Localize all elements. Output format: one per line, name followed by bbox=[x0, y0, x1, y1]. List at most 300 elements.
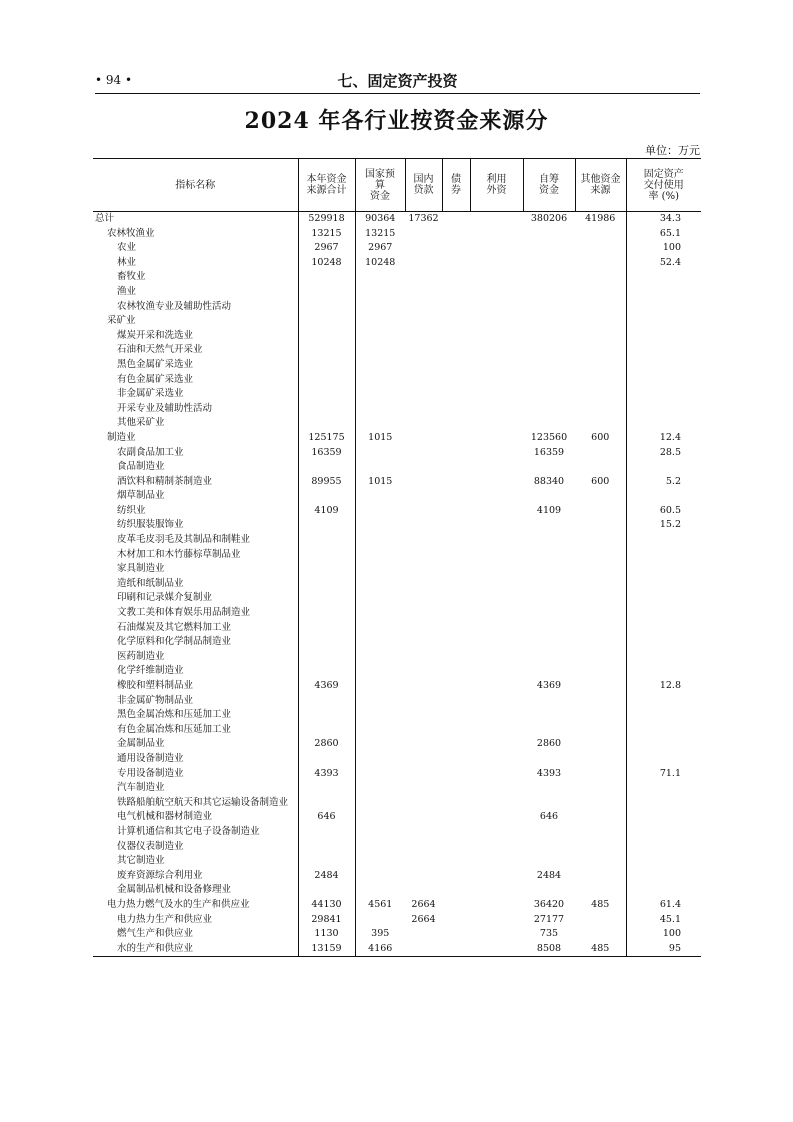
value-cell bbox=[470, 241, 523, 256]
value-cell bbox=[442, 300, 470, 315]
value-cell bbox=[575, 446, 626, 461]
value-cell bbox=[298, 300, 355, 315]
value-cell bbox=[298, 825, 355, 840]
value-cell bbox=[523, 241, 575, 256]
table-row bbox=[93, 708, 701, 723]
table-row bbox=[93, 650, 701, 665]
value-cell bbox=[298, 314, 355, 329]
value-cell bbox=[298, 708, 355, 723]
value-cell bbox=[470, 460, 523, 475]
value-cell bbox=[442, 650, 470, 665]
value-cell bbox=[442, 591, 470, 606]
indicator-name-cell: 烟草制品业 bbox=[117, 490, 165, 502]
value-cell bbox=[470, 810, 523, 825]
value-cell bbox=[405, 621, 442, 636]
indicator-name-cell: 非金属矿物制品业 bbox=[117, 694, 194, 706]
table-row bbox=[93, 373, 701, 388]
value-cell bbox=[523, 314, 575, 329]
value-cell bbox=[470, 781, 523, 796]
value-cell bbox=[405, 840, 442, 855]
header-rule bbox=[95, 93, 700, 94]
value-cell bbox=[470, 402, 523, 417]
col-header-text: 指标名称 bbox=[175, 179, 216, 191]
indicator-name-cell: 纺织服装服饰业 bbox=[117, 519, 184, 531]
value-cell bbox=[442, 504, 470, 519]
value-cell: 2484 bbox=[298, 869, 355, 884]
value-cell bbox=[442, 241, 470, 256]
value-cell bbox=[442, 913, 470, 928]
value-cell bbox=[523, 752, 575, 767]
table-row bbox=[93, 767, 701, 782]
delivery-rate-cell bbox=[626, 343, 701, 358]
col-header-foreign-investment bbox=[470, 159, 523, 212]
value-cell bbox=[470, 840, 523, 855]
value-cell bbox=[575, 796, 626, 811]
value-cell bbox=[575, 767, 626, 782]
value-cell bbox=[442, 781, 470, 796]
table-row bbox=[93, 475, 701, 490]
indicator-name-cell: 铁路船舶航空航天和其它运输设备制造业 bbox=[117, 796, 289, 808]
value-cell bbox=[442, 285, 470, 300]
indicator-name-cell: 石油和天然气开采业 bbox=[117, 344, 203, 356]
delivery-rate-cell: 34.3 bbox=[626, 212, 701, 227]
table-row bbox=[93, 270, 701, 285]
value-cell bbox=[405, 694, 442, 709]
table-row bbox=[93, 212, 701, 227]
value-cell bbox=[470, 927, 523, 942]
value-cell bbox=[405, 664, 442, 679]
value-cell bbox=[442, 416, 470, 431]
value-cell bbox=[575, 227, 626, 242]
value-cell bbox=[523, 796, 575, 811]
table-row bbox=[93, 416, 701, 431]
value-cell bbox=[405, 606, 442, 621]
value-cell bbox=[575, 650, 626, 665]
value-cell: 600 bbox=[591, 475, 610, 487]
delivery-rate-cell bbox=[626, 314, 701, 329]
value-cell bbox=[405, 256, 442, 271]
indicator-name-cell: 造纸和纸制品业 bbox=[117, 577, 184, 589]
value-cell bbox=[355, 913, 405, 928]
value-cell bbox=[442, 314, 470, 329]
value-cell bbox=[442, 621, 470, 636]
delivery-rate-cell bbox=[626, 591, 701, 606]
delivery-rate-cell bbox=[626, 577, 701, 592]
value-cell bbox=[405, 927, 442, 942]
table-row bbox=[93, 898, 701, 913]
delivery-rate-cell bbox=[626, 387, 701, 402]
delivery-rate-cell bbox=[626, 416, 701, 431]
value-cell bbox=[575, 913, 626, 928]
value-cell bbox=[405, 942, 442, 957]
table-row bbox=[93, 606, 701, 621]
value-cell bbox=[523, 591, 575, 606]
value-cell bbox=[298, 577, 355, 592]
value-cell: 8508 bbox=[523, 942, 575, 957]
delivery-rate-cell bbox=[626, 796, 701, 811]
value-cell bbox=[523, 664, 575, 679]
indicator-name-cell: 化学原料和化学制品制造业 bbox=[117, 636, 232, 648]
indicator-name-cell: 废弃资源综合利用业 bbox=[117, 869, 203, 881]
delivery-rate-cell: 100 bbox=[626, 241, 701, 256]
indicator-name-cell: 有色金属矿采选业 bbox=[117, 373, 194, 385]
value-cell: 13215 bbox=[355, 227, 405, 242]
value-cell bbox=[575, 737, 626, 752]
value-cell: 735 bbox=[539, 928, 559, 940]
value-cell bbox=[575, 329, 626, 344]
indicator-name-cell: 农业 bbox=[117, 242, 137, 254]
value-cell bbox=[355, 621, 405, 636]
delivery-rate-cell bbox=[626, 737, 701, 752]
delivery-rate-cell: 71.1 bbox=[626, 767, 701, 782]
table-row bbox=[93, 737, 701, 752]
delivery-rate-cell: 95 bbox=[626, 942, 701, 957]
indicator-name-cell: 其他采矿业 bbox=[117, 417, 165, 429]
col-header-text: 国家预 算 资金 bbox=[365, 168, 395, 202]
value-cell bbox=[298, 285, 355, 300]
delivery-rate-cell: 12.4 bbox=[626, 431, 701, 446]
value-cell bbox=[575, 883, 626, 898]
value-cell bbox=[298, 635, 355, 650]
value-cell bbox=[298, 796, 355, 811]
value-cell bbox=[355, 562, 405, 577]
delivery-rate-cell bbox=[626, 781, 701, 796]
value-cell bbox=[405, 358, 442, 373]
delivery-rate-cell bbox=[626, 752, 701, 767]
value-cell bbox=[442, 898, 470, 913]
value-cell bbox=[575, 708, 626, 723]
table-row bbox=[93, 752, 701, 767]
value-cell bbox=[355, 810, 405, 825]
col-header-delivery-rate bbox=[626, 159, 701, 212]
value-cell bbox=[575, 635, 626, 650]
value-cell bbox=[575, 927, 626, 942]
value-cell: 2484 bbox=[536, 869, 562, 881]
value-cell: 2860 bbox=[536, 738, 562, 750]
value-cell bbox=[575, 548, 626, 563]
table-row bbox=[93, 781, 701, 796]
value-cell bbox=[355, 737, 405, 752]
value-cell bbox=[405, 314, 442, 329]
value-cell bbox=[405, 796, 442, 811]
value-cell bbox=[470, 314, 523, 329]
value-cell bbox=[470, 343, 523, 358]
value-cell bbox=[405, 416, 442, 431]
indicator-name-cell: 通用设备制造业 bbox=[117, 752, 184, 764]
value-cell bbox=[470, 854, 523, 869]
value-cell bbox=[523, 416, 575, 431]
indicator-name-cell: 石油煤炭及其它燃料加工业 bbox=[117, 621, 232, 633]
table-row bbox=[93, 664, 701, 679]
value-cell bbox=[442, 708, 470, 723]
table-row bbox=[93, 591, 701, 606]
value-cell bbox=[355, 664, 405, 679]
value-cell bbox=[298, 548, 355, 563]
delivery-rate-cell bbox=[626, 329, 701, 344]
value-cell: 13215 bbox=[298, 227, 355, 242]
col-header-text: 自筹 资金 bbox=[539, 174, 559, 196]
value-cell bbox=[470, 869, 523, 884]
indicator-name-cell: 仪器仪表制造业 bbox=[117, 840, 184, 852]
value-cell bbox=[470, 504, 523, 519]
value-cell bbox=[355, 402, 405, 417]
delivery-rate-cell bbox=[626, 854, 701, 869]
value-cell bbox=[470, 285, 523, 300]
value-cell: 485 bbox=[591, 898, 610, 910]
value-cell bbox=[405, 825, 442, 840]
value-cell bbox=[405, 635, 442, 650]
value-cell bbox=[355, 883, 405, 898]
indicator-name-cell: 总计 bbox=[95, 213, 115, 224]
value-cell bbox=[405, 562, 442, 577]
delivery-rate-cell bbox=[626, 606, 701, 621]
delivery-rate-cell: 12.8 bbox=[626, 679, 701, 694]
table-row bbox=[93, 635, 701, 650]
table-row bbox=[93, 854, 701, 869]
col-header-domestic-loans bbox=[405, 159, 442, 212]
table-row bbox=[93, 694, 701, 709]
value-cell bbox=[298, 883, 355, 898]
value-cell bbox=[575, 387, 626, 402]
value-cell bbox=[298, 518, 355, 533]
value-cell bbox=[442, 883, 470, 898]
indicator-name-cell: 文教工美和体育娱乐用品制造业 bbox=[117, 607, 251, 619]
value-cell bbox=[523, 489, 575, 504]
value-cell bbox=[355, 270, 405, 285]
delivery-rate-cell bbox=[626, 650, 701, 665]
value-cell bbox=[405, 227, 442, 242]
table-row bbox=[93, 825, 701, 840]
table-row bbox=[93, 927, 701, 942]
value-cell bbox=[355, 548, 405, 563]
value-cell bbox=[575, 402, 626, 417]
value-cell bbox=[470, 416, 523, 431]
value-cell bbox=[298, 402, 355, 417]
indicator-name-cell: 农林牧渔业 bbox=[107, 227, 155, 239]
value-cell: 4109 bbox=[536, 504, 562, 516]
value-cell bbox=[470, 883, 523, 898]
value-cell bbox=[575, 810, 626, 825]
value-cell bbox=[523, 840, 575, 855]
indicator-name-cell: 林业 bbox=[117, 256, 137, 268]
value-cell bbox=[405, 241, 442, 256]
value-cell bbox=[355, 533, 405, 548]
table-row bbox=[93, 504, 701, 519]
value-cell: 4393 bbox=[298, 767, 355, 782]
value-cell: 41986 bbox=[585, 213, 616, 224]
delivery-rate-cell: 45.1 bbox=[626, 913, 701, 928]
delivery-rate-cell: 61.4 bbox=[626, 898, 701, 913]
indicator-name-cell: 制造业 bbox=[107, 431, 136, 443]
value-cell bbox=[355, 446, 405, 461]
value-cell bbox=[405, 402, 442, 417]
value-cell: 485 bbox=[575, 942, 626, 957]
value-cell: 1015 bbox=[355, 475, 405, 490]
indicator-name-cell: 采矿业 bbox=[107, 315, 136, 327]
table-row bbox=[93, 942, 701, 957]
delivery-rate-cell bbox=[626, 533, 701, 548]
value-cell: 2967 bbox=[298, 241, 355, 256]
delivery-rate-cell bbox=[626, 694, 701, 709]
value-cell: 88340 bbox=[533, 475, 565, 487]
value-cell bbox=[442, 518, 470, 533]
value-cell bbox=[575, 285, 626, 300]
table-row bbox=[93, 796, 701, 811]
col-header-self-raised bbox=[523, 159, 575, 212]
value-cell bbox=[575, 825, 626, 840]
data-table bbox=[93, 158, 701, 957]
table-row bbox=[93, 869, 701, 884]
table-header-row bbox=[93, 159, 701, 212]
value-cell bbox=[405, 781, 442, 796]
value-cell bbox=[470, 591, 523, 606]
value-cell bbox=[298, 270, 355, 285]
value-cell bbox=[523, 300, 575, 315]
table-row bbox=[93, 679, 701, 694]
value-cell bbox=[298, 650, 355, 665]
value-cell bbox=[470, 387, 523, 402]
value-cell bbox=[575, 460, 626, 475]
value-cell bbox=[523, 358, 575, 373]
indicator-name-cell: 皮革毛皮羽毛及其制品和制鞋业 bbox=[117, 534, 251, 546]
value-cell bbox=[405, 489, 442, 504]
value-cell bbox=[470, 475, 523, 490]
table-row bbox=[93, 489, 701, 504]
value-cell: 13159 bbox=[298, 942, 355, 957]
unit-label: 单位：万元 bbox=[645, 144, 700, 157]
value-cell bbox=[470, 635, 523, 650]
indicator-name-cell: 开采专业及辅助性活动 bbox=[117, 402, 213, 414]
value-cell bbox=[575, 416, 626, 431]
value-cell bbox=[355, 489, 405, 504]
table-row bbox=[93, 402, 701, 417]
value-cell bbox=[523, 562, 575, 577]
value-cell bbox=[523, 373, 575, 388]
value-cell bbox=[470, 373, 523, 388]
value-cell bbox=[575, 591, 626, 606]
table-row bbox=[93, 329, 701, 344]
value-cell: 2967 bbox=[355, 241, 405, 256]
value-cell bbox=[298, 358, 355, 373]
value-cell bbox=[575, 256, 626, 271]
delivery-rate-cell bbox=[626, 621, 701, 636]
value-cell bbox=[355, 694, 405, 709]
value-cell bbox=[575, 664, 626, 679]
indicator-name-cell: 渔业 bbox=[117, 285, 137, 297]
value-cell bbox=[523, 460, 575, 475]
value-cell bbox=[575, 621, 626, 636]
value-cell bbox=[298, 329, 355, 344]
value-cell bbox=[298, 416, 355, 431]
table-body bbox=[93, 212, 701, 957]
value-cell bbox=[355, 518, 405, 533]
value-cell bbox=[523, 533, 575, 548]
table-row bbox=[93, 883, 701, 898]
value-cell bbox=[298, 562, 355, 577]
indicator-name-cell: 橡胶和塑料制品业 bbox=[117, 680, 194, 691]
indicator-name-cell: 金属制品机械和设备修理业 bbox=[117, 884, 232, 896]
value-cell bbox=[575, 533, 626, 548]
value-cell bbox=[405, 518, 442, 533]
value-cell bbox=[355, 781, 405, 796]
value-cell: 2664 bbox=[411, 898, 436, 910]
value-cell bbox=[355, 825, 405, 840]
table-row bbox=[93, 723, 701, 738]
value-cell bbox=[523, 387, 575, 402]
value-cell bbox=[442, 635, 470, 650]
value-cell bbox=[575, 358, 626, 373]
value-cell bbox=[470, 329, 523, 344]
indicator-name-cell: 酒饮料和精制茶制造业 bbox=[117, 475, 213, 487]
indicator-name-cell: 专用设备制造业 bbox=[117, 767, 184, 779]
value-cell bbox=[470, 737, 523, 752]
value-cell: 380206 bbox=[530, 213, 568, 224]
value-cell bbox=[442, 927, 470, 942]
value-cell bbox=[575, 694, 626, 709]
value-cell bbox=[523, 329, 575, 344]
value-cell bbox=[405, 475, 442, 490]
value-cell bbox=[405, 446, 442, 461]
value-cell bbox=[523, 285, 575, 300]
value-cell bbox=[298, 664, 355, 679]
value-cell bbox=[442, 577, 470, 592]
value-cell bbox=[575, 504, 626, 519]
value-cell bbox=[298, 606, 355, 621]
value-cell bbox=[355, 723, 405, 738]
value-cell bbox=[355, 358, 405, 373]
value-cell: 4369 bbox=[298, 679, 355, 694]
value-cell bbox=[575, 606, 626, 621]
value-cell bbox=[575, 343, 626, 358]
value-cell bbox=[355, 650, 405, 665]
value-cell: 2664 bbox=[411, 913, 436, 925]
delivery-rate-cell: 5.2 bbox=[626, 475, 701, 490]
indicator-name-cell: 煤炭开采和洗选业 bbox=[117, 329, 194, 341]
indicator-name-cell: 农副食品加工业 bbox=[117, 446, 184, 458]
value-cell bbox=[355, 416, 405, 431]
value-cell: 4393 bbox=[536, 767, 562, 779]
value-cell bbox=[405, 591, 442, 606]
value-cell bbox=[442, 840, 470, 855]
value-cell bbox=[470, 942, 523, 957]
value-cell bbox=[405, 285, 442, 300]
value-cell bbox=[442, 664, 470, 679]
value-cell bbox=[523, 781, 575, 796]
delivery-rate-cell bbox=[626, 869, 701, 884]
col-header-total bbox=[298, 159, 355, 212]
table-row bbox=[93, 314, 701, 329]
value-cell bbox=[470, 431, 523, 446]
indicator-name-cell: 食品制造业 bbox=[117, 461, 165, 473]
value-cell bbox=[355, 606, 405, 621]
value-cell bbox=[405, 387, 442, 402]
value-cell bbox=[470, 664, 523, 679]
value-cell bbox=[355, 752, 405, 767]
value-cell bbox=[442, 460, 470, 475]
value-cell: 90364 bbox=[355, 212, 405, 227]
value-cell bbox=[355, 767, 405, 782]
value-cell bbox=[405, 300, 442, 315]
value-cell bbox=[523, 606, 575, 621]
table-row bbox=[93, 840, 701, 855]
indicator-name-cell: 畜牧业 bbox=[117, 271, 146, 283]
value-cell bbox=[298, 591, 355, 606]
value-cell bbox=[575, 314, 626, 329]
value-cell bbox=[355, 869, 405, 884]
value-cell bbox=[298, 373, 355, 388]
indicator-name-cell: 燃气生产和供应业 bbox=[117, 928, 194, 940]
delivery-rate-cell bbox=[626, 460, 701, 475]
